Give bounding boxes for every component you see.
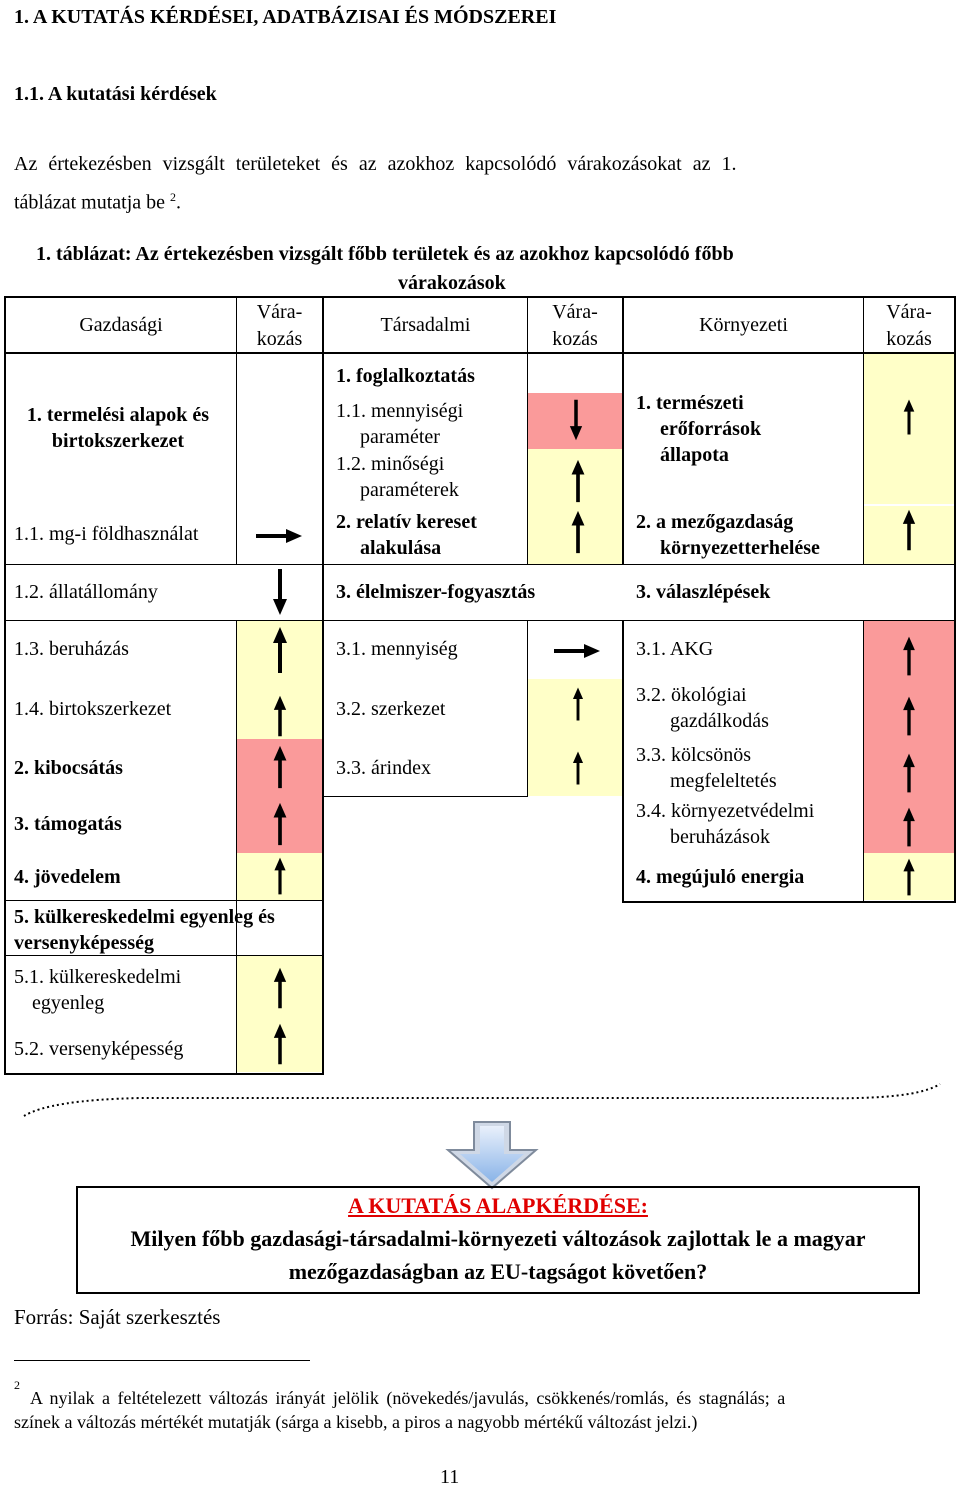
footnote-line-2: színek a változás mértékét mutatják (sárga a kisebb, a piros a nagyobb mértékű változást jelzi.) (14, 1412, 698, 1432)
footnote-line-1: A nyilak a feltételezett változás irányát jelölik (növekedés/javulás, csökkenés/romlás, és stagnálás; a (30, 1388, 786, 1408)
chapter-heading: 1. A KUTATÁS KÉRDÉSEI, ADATBÁZISAI ÉS MÓDSZEREI (14, 6, 557, 28)
korny-r33-l1: 3.3. kölcsönös (636, 744, 751, 766)
up-arrow-icon (270, 856, 290, 896)
down-arrow-icon (270, 567, 290, 617)
korny-r33-l2: megfeleltetés (670, 770, 777, 792)
up-arrow-icon (899, 752, 919, 794)
header-varakozas-3: Vára- (886, 301, 932, 323)
tars-r12-l2: paraméterek (360, 479, 459, 501)
korny-r34-l2: beruházások (670, 826, 770, 848)
right-arrow-icon (552, 641, 602, 661)
gazd-r2: 2. kibocsátás (14, 757, 123, 779)
tars-r12-l1: 1.2. minőségi (336, 453, 445, 475)
up-arrow-icon (270, 801, 290, 847)
tars-r1: 1. foglalkoztatás (336, 365, 475, 387)
gazd-r1-l2: birtokszerkezet (51, 430, 185, 452)
research-question-line-2: mezőgazdaságban az EU-tagságot követően? (288, 1259, 708, 1284)
up-arrow-icon (270, 694, 290, 738)
header-varakozas-2: Vára- (552, 301, 598, 323)
gazd-r14: 1.4. birtokszerkezet (14, 698, 172, 720)
up-arrow-icon (899, 857, 919, 897)
korny-r32-l1: 3.2. ökológiai (636, 684, 747, 706)
gazd-r4: 4. jövedelem (14, 866, 121, 888)
gazd-r12: 1.2. állatállomány (14, 581, 158, 603)
tars-r2-l2: alakulása (360, 537, 442, 559)
big-down-arrow-icon (444, 1120, 540, 1192)
header-varakozas-1b: kozás (256, 328, 303, 350)
korny-r32-l2: gazdálkodás (670, 710, 769, 732)
tars-r32: 3.2. szerkezet (336, 698, 446, 720)
korny-r34-l1: 3.4. környezetvédelmi (636, 800, 815, 822)
up-arrow-icon (270, 744, 290, 790)
footnote-number: 2 (14, 1378, 20, 1392)
table-caption-line-2: várakozások (398, 272, 506, 294)
dotted-bracket (20, 1080, 945, 1120)
research-question-title: A KUTATÁS ALAPKÉRDÉSE: (348, 1193, 648, 1218)
gazd-r51-l1: 5.1. külkereskedelmi (14, 966, 182, 988)
up-arrow-icon (270, 1022, 290, 1066)
gazd-r13: 1.3. beruházás (14, 638, 129, 660)
korny-r2-l1: 2. a mezőgazdaság (636, 511, 794, 533)
gazd-r5-l1: 5. külkereskedelmi egyenleg és (14, 906, 275, 928)
korny-r4: 4. megújuló energia (636, 866, 805, 888)
korny-r31: 3.1. AKG (636, 638, 714, 660)
down-arrow-icon (566, 398, 586, 442)
tars-r11-l1: 1.1. mennyiségi (336, 400, 464, 422)
up-arrow-icon (270, 625, 290, 675)
gazd-r11: 1.1. mg-i földhasználat (14, 523, 199, 545)
up-arrow-icon (899, 806, 919, 848)
up-arrow-icon (568, 458, 588, 504)
korny-r2-l2: környezetterhelése (660, 537, 820, 559)
intro-line-1: Az értekezésben vizsgált területeket és az azokhoz kapcsolódó várakozásokat az 1. (14, 153, 737, 175)
section-heading: 1.1. A kutatási kérdések (14, 83, 217, 105)
tars-r33: 3.3. árindex (336, 757, 431, 779)
korny-r1-l3: állapota (660, 444, 729, 466)
header-tarsadalmi: Társadalmi (380, 314, 471, 336)
up-arrow-icon (568, 509, 588, 555)
gazd-r52: 5.2. versenyképesség (14, 1038, 184, 1060)
korny-r3: 3. válaszlépések (636, 581, 771, 603)
up-arrow-icon (270, 966, 290, 1010)
table-caption-line-1: 1. táblázat: Az értekezésben vizsgált főbb területek és az azokhoz kapcsolódó főbb (36, 243, 734, 265)
gazd-r1-l1: 1. termelési alapok és (26, 404, 210, 426)
header-varakozas-1: Vára- (256, 301, 303, 323)
research-question-line-1: Milyen főbb gazdasági-társadalmi-környezeti változások zajlottak le a magyar (130, 1226, 866, 1251)
up-arrow-icon (568, 750, 588, 786)
gazd-r51-l2: egyenleg (32, 992, 105, 1014)
right-arrow-icon (254, 526, 304, 546)
korny-r1-l1: 1. természeti (636, 392, 744, 414)
tars-r11-l2: paraméter (360, 426, 440, 448)
source-note: Forrás: Saját szerkesztés (14, 1305, 221, 1329)
header-gazdasagi: Gazdasági (79, 314, 163, 336)
header-varakozas-2b: kozás (552, 328, 598, 350)
intro-line-2: táblázat mutatja be $^2$. (14, 190, 182, 214)
tars-r2-l1: 2. relatív kereset (336, 511, 477, 533)
up-arrow-icon (899, 398, 919, 436)
tars-r3: 3. élelmiszer-fogyasztás (336, 581, 536, 603)
header-varakozas-3b: kozás (886, 328, 932, 350)
tars-r31: 3.1. mennyiség (336, 638, 458, 660)
up-arrow-icon (899, 635, 919, 677)
up-arrow-icon (899, 695, 919, 737)
gazd-r5-l2: versenyképesség (14, 932, 154, 954)
page-number: 11 (440, 1466, 460, 1488)
up-arrow-icon (899, 508, 919, 552)
up-arrow-icon (568, 686, 588, 722)
header-kornyezeti: Környezeti (699, 314, 788, 336)
gazd-r3: 3. támogatás (14, 813, 122, 835)
korny-r1-l2: erőforrások (660, 418, 762, 440)
